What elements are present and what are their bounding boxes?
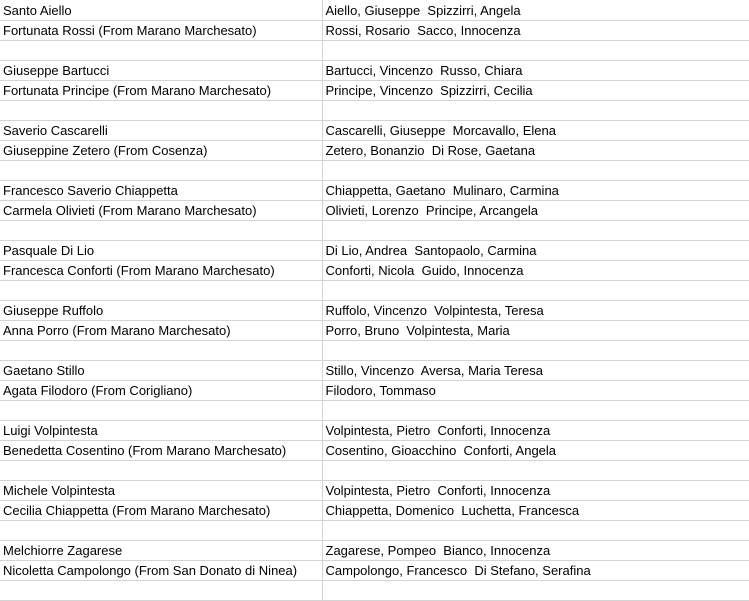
table-row: [0, 120, 749, 140]
cell-person[interactable]: Gaetano Stillo: [0, 360, 322, 380]
table-row: [0, 160, 749, 180]
cell-person[interactable]: Melchiorre Zagarese: [0, 540, 322, 560]
cell-person[interactable]: [0, 460, 322, 480]
cell-parents[interactable]: Aiello, Giuseppe Spizzirri, Angela: [322, 0, 749, 20]
table-row: [0, 80, 749, 100]
cell-person[interactable]: Carmela Olivieti (From Marano Marchesato): [0, 200, 322, 220]
cell-parents[interactable]: [322, 520, 749, 540]
cell-parents[interactable]: Cosentino, Gioacchino Conforti, Angela: [322, 440, 749, 460]
table-row: [0, 400, 749, 420]
cell-parents[interactable]: Olivieti, Lorenzo Principe, Arcangela: [322, 200, 749, 220]
table-row: [0, 360, 749, 380]
cell-person[interactable]: Michele Volpintesta: [0, 480, 322, 500]
cell-person[interactable]: [0, 220, 322, 240]
cell-parents[interactable]: Chiappetta, Domenico Luchetta, Francesca: [322, 500, 749, 520]
cell-person[interactable]: Luigi Volpintesta: [0, 420, 322, 440]
cell-parents[interactable]: Principe, Vincenzo Spizzirri, Cecilia: [322, 80, 749, 100]
table-row: [0, 40, 749, 60]
table-row: [0, 200, 749, 220]
cell-person[interactable]: Benedetta Cosentino (From Marano Marchesato): [0, 440, 322, 460]
cell-parents[interactable]: Rossi, Rosario Sacco, Innocenza: [322, 20, 749, 40]
table-row: [0, 480, 749, 500]
table-row: [0, 260, 749, 280]
cell-person[interactable]: [0, 40, 322, 60]
cell-parents[interactable]: Volpintesta, Pietro Conforti, Innocenza: [322, 420, 749, 440]
table-row: [0, 460, 749, 480]
table-row: [0, 280, 749, 300]
table-row: [0, 500, 749, 520]
cell-parents[interactable]: [322, 340, 749, 360]
table-row: [0, 420, 749, 440]
cell-person[interactable]: [0, 100, 322, 120]
cell-parents[interactable]: Campolongo, Francesco Di Stefano, Serafina: [322, 560, 749, 580]
table-row: [0, 300, 749, 320]
cell-parents[interactable]: Zagarese, Pompeo Bianco, Innocenza: [322, 540, 749, 560]
cell-person[interactable]: Francesca Conforti (From Marano Marchesato): [0, 260, 322, 280]
cell-person[interactable]: Nicoletta Campolongo (From San Donato di Ninea): [0, 560, 322, 580]
cell-parents[interactable]: Di Lio, Andrea Santopaolo, Carmina: [322, 240, 749, 260]
table-row: [0, 340, 749, 360]
cell-person[interactable]: Fortunata Principe (From Marano Marchesato): [0, 80, 322, 100]
cell-parents[interactable]: [322, 100, 749, 120]
cell-parents[interactable]: Cascarelli, Giuseppe Morcavallo, Elena: [322, 120, 749, 140]
cell-person[interactable]: [0, 340, 322, 360]
cell-parents[interactable]: Porro, Bruno Volpintesta, Maria: [322, 320, 749, 340]
cell-person[interactable]: Giuseppine Zetero (From Cosenza): [0, 140, 322, 160]
table-row: [0, 220, 749, 240]
cell-person[interactable]: Giuseppe Ruffolo: [0, 300, 322, 320]
cell-person[interactable]: Agata Filodoro (From Corigliano): [0, 380, 322, 400]
table-row: [0, 140, 749, 160]
cell-parents[interactable]: Stillo, Vincenzo Aversa, Maria Teresa: [322, 360, 749, 380]
cell-parents[interactable]: Chiappetta, Gaetano Mulinaro, Carmina: [322, 180, 749, 200]
table-row: [0, 540, 749, 560]
cell-parents[interactable]: [322, 580, 749, 600]
cell-person[interactable]: Cecilia Chiappetta (From Marano Marchesato): [0, 500, 322, 520]
cell-person[interactable]: [0, 520, 322, 540]
cell-person[interactable]: [0, 160, 322, 180]
table-row: [0, 380, 749, 400]
cell-person[interactable]: Francesco Saverio Chiappetta: [0, 180, 322, 200]
cell-parents[interactable]: Zetero, Bonanzio Di Rose, Gaetana: [322, 140, 749, 160]
cell-person[interactable]: Giuseppe Bartucci: [0, 60, 322, 80]
cell-parents[interactable]: Volpintesta, Pietro Conforti, Innocenza: [322, 480, 749, 500]
cell-parents[interactable]: [322, 40, 749, 60]
cell-person[interactable]: Santo Aiello: [0, 0, 322, 20]
table-row: [0, 180, 749, 200]
cell-parents[interactable]: Bartucci, Vincenzo Russo, Chiara: [322, 60, 749, 80]
cell-person[interactable]: Fortunata Rossi (From Marano Marchesato): [0, 20, 322, 40]
table-row: [0, 100, 749, 120]
cell-person[interactable]: Anna Porro (From Marano Marchesato): [0, 320, 322, 340]
table-row: [0, 440, 749, 460]
table-row: [0, 560, 749, 580]
cell-person[interactable]: Saverio Cascarelli: [0, 120, 322, 140]
cell-parents[interactable]: Ruffolo, Vincenzo Volpintesta, Teresa: [322, 300, 749, 320]
cell-person[interactable]: [0, 280, 322, 300]
table-row: [0, 20, 749, 40]
cell-parents[interactable]: [322, 460, 749, 480]
cell-parents[interactable]: Conforti, Nicola Guido, Innocenza: [322, 260, 749, 280]
cell-parents[interactable]: [322, 220, 749, 240]
cell-parents[interactable]: Filodoro, Tommaso: [322, 380, 749, 400]
cell-parents[interactable]: [322, 160, 749, 180]
cell-person[interactable]: [0, 580, 322, 600]
cell-parents[interactable]: [322, 400, 749, 420]
cell-parents[interactable]: [322, 280, 749, 300]
table-row: [0, 240, 749, 260]
table-row: [0, 580, 749, 600]
cell-person[interactable]: [0, 400, 322, 420]
table-row: [0, 520, 749, 540]
table-row: [0, 320, 749, 340]
table-row: [0, 60, 749, 80]
table-row: [0, 0, 749, 20]
cell-person[interactable]: Pasquale Di Lio: [0, 240, 322, 260]
